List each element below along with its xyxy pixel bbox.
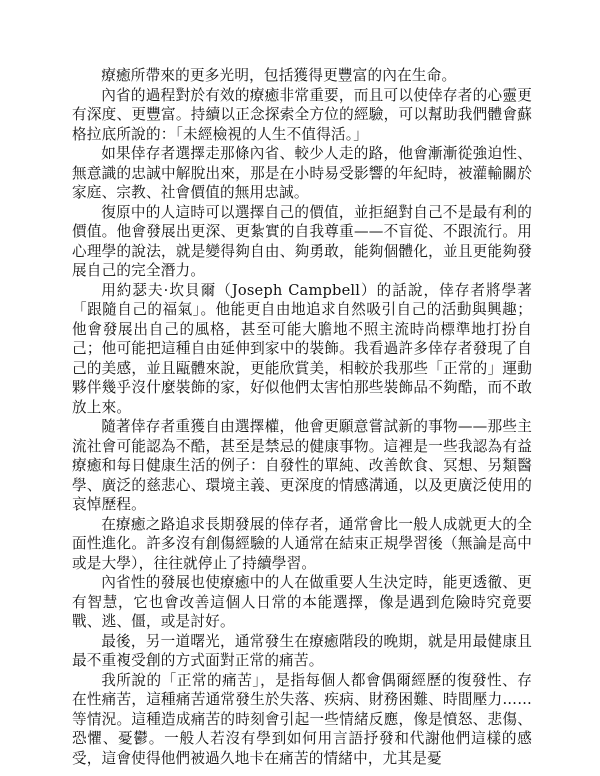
paragraph-2: 內省的過程對於有效的療癒非常重要，而且可以使倖存者的心靈更有深度、更豐富。持續以正念探索全方位的經驗，可以幫助我們體會蘇格拉底所說的：「未經檢視的人生不值得活。」 bbox=[72, 86, 532, 143]
paragraph-3: 如果倖存者選擇走那條內省、較少人走的路，他會漸漸從強迫性、無意識的忠誠中解脫出來，那是在小時易受影響的年紀時，被灌輸關於家庭、宗教、社會價值的無用忠誠。 bbox=[72, 145, 532, 201]
paragraph-6: 隨著倖存者重獲自由選擇權，他會更願意嘗試新的事物——那些主流社會可能認為不酷，甚至是禁忌的健康事物。這裡是一些我認為有益療癒和每日健康生活的例子：自發性的單純、改善飲食、冥想、另類醫學、廣泛的慈悲心、環境主義、更深度的情感溝通，以及更廣泛使用的哀悼歷程。 bbox=[72, 418, 532, 513]
paragraph-10: 我所說的「正常的痛苦」，是指每個人都會偶爾經歷的復發性、存在性痛苦，這種痛苦通常發生於失落、疾病、財務困難、時間壓力……等情況。這種造成痛苦的時刻會引起一些情緒反應，像是憤怒、悲傷、恐懼、憂鬱。一般人若沒有學到如何用言語抒發和代謝他們這樣的感受，這會使得他們被過久地卡在痛苦的情緒中，尤其是憂 bbox=[72, 671, 532, 767]
paragraph-7: 在療癒之路追求長期發展的倖存者，通常會比一般人成就更大的全面性進化。許多沒有創傷經驗的人通常在結束正規學習後（無論是高中或是大學），往往就停止了持續學習。 bbox=[72, 515, 532, 572]
paragraph-1: 療癒所帶來的更多光明，包括獲得更豐富的內在生命。 bbox=[101, 67, 457, 84]
paragraph-5: 用約瑟夫·坎貝爾（Joseph Campbell）的話說，倖存者將學著「跟隨自己的福氣」。他能更自由地追求自然吸引自己的活動與興趣；他會發展出自己的風格，甚至可能大膽地不照主流時尚標準地打扮自己；他可能把這種自由延伸到家中的裝飾。我看過許多倖存者發現了自己的美感，並且甌體來說，更能欣賞美，相較於我那些「正常的」運動夥伴幾乎沒什麼裝飾的家，好似他們太害怕那些裝飾品不夠酷，而不敢放上來。 bbox=[72, 281, 532, 416]
paragraph-8: 內省性的發展也使療癒中的人在做重要人生決定時，能更透徹、更有智慧，它也會改善這個人日常的本能選擇，像是遇到危險時究竟要戰、逃、僵，或是討好。 bbox=[72, 574, 532, 630]
paragraph-4: 復原中的人這時可以選擇自己的價值，並拒絕對自己不是最有利的價值。他會發展出更深、更紮實的自我尊重——不盲從、不跟流行。用心理學的說法，就是變得夠自由、夠勇敢，能夠個體化，並且更能夠發展自己的完全潛力。 bbox=[72, 203, 532, 279]
document-page bbox=[72, 66, 532, 768]
paragraph-9: 最後，另一道曙光，通常發生在療癒階段的晚期，就是用最健康且最不重複受創的方式面對正常的痛苦。 bbox=[72, 632, 532, 669]
